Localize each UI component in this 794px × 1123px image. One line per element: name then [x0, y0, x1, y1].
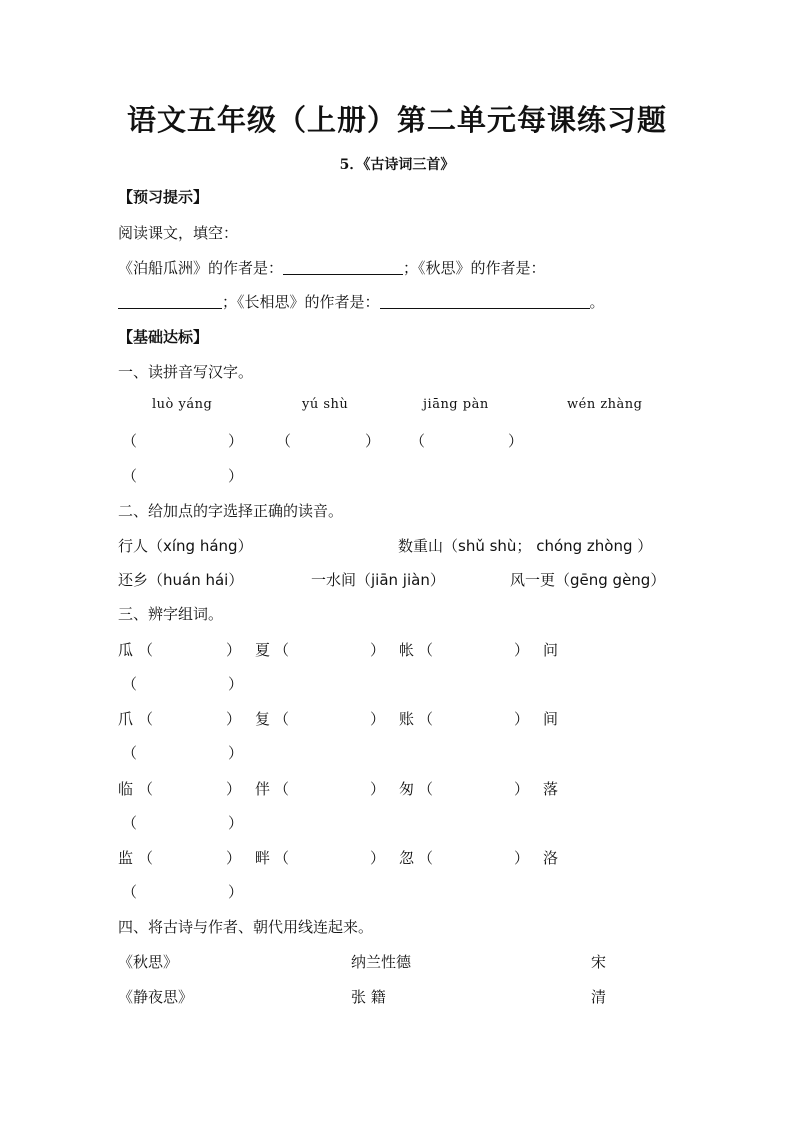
q1-paren-close-1: ） — [228, 432, 244, 450]
preview-line-2-end: 。 — [589, 293, 605, 311]
q3-paren-close-3-1: ） — [226, 780, 242, 798]
preview-line-1-label-a: 《泊船瓜洲》的作者是： — [118, 259, 284, 277]
q3-paren-close-4-3: ） — [514, 849, 530, 867]
q1-pinyin-1: luò yáng — [152, 397, 213, 412]
q3-paren-wrap-close-2: ） — [228, 744, 244, 762]
q3-paren-close-1-1: ） — [226, 641, 242, 659]
q3-paren-wrap-open-2: （ — [122, 744, 138, 762]
q4-dynasty-2: 清 — [591, 988, 607, 1006]
q1-paren-open-2: （ — [276, 432, 292, 450]
q3-paren-close-3-3: ） — [514, 780, 530, 798]
q3-paren-close-2-3: ） — [514, 710, 530, 728]
preview-line-1 — [118, 257, 546, 278]
q3-paren-open-4-3: （ — [418, 849, 434, 867]
q3-paren-close-2-1: ） — [226, 710, 242, 728]
q4-author-1: 纳兰性德 — [351, 953, 412, 971]
q1-paren-open-1: （ — [122, 432, 138, 450]
q3-paren-open-4-2: （ — [274, 849, 290, 867]
preview-line-1-label-b: ；《秋思》的作者是： — [403, 259, 546, 277]
q3-title: 三、辨字组词。 — [118, 605, 224, 623]
q3-char-4-3: 忽 — [399, 849, 415, 867]
q3-paren-open-3-1: （ — [138, 780, 154, 798]
q1-paren-close-3: ） — [508, 432, 524, 450]
q3-char-1-2: 夏 — [255, 641, 271, 659]
lesson-subtitle: 5．《古诗词三首》 — [339, 157, 455, 173]
q4-poem-1: 《秋思》 — [118, 953, 179, 971]
q2-item-3: 还乡（huán hái） — [118, 571, 244, 589]
answer-blank-bochuan-author[interactable] — [283, 260, 403, 275]
q2-item-2: 数重山（shǔ shù； chóng zhòng ） — [398, 537, 653, 555]
q3-char-2-3: 账 — [399, 710, 415, 728]
q2-item-4: 一水间（jiān jiàn） — [311, 571, 445, 589]
q3-char-3-2: 伴 — [255, 780, 271, 798]
preview-line-2-label: ；《长相思》的作者是： — [222, 293, 380, 311]
q1-paren-close-2: ） — [365, 432, 381, 450]
q3-char-1-3: 帐 — [399, 641, 415, 659]
q3-paren-close-4-2: ） — [370, 849, 386, 867]
q3-paren-wrap-open-3: （ — [122, 814, 138, 832]
page-title: 语文五年级（上册）第二单元每课练习题 — [126, 103, 667, 137]
q3-char-1-4: 问 — [543, 641, 559, 659]
q3-paren-open-1-2: （ — [274, 641, 290, 659]
q3-paren-close-3-2: ） — [370, 780, 386, 798]
q3-paren-close-2-2: ） — [370, 710, 386, 728]
q3-paren-open-1-1: （ — [138, 641, 154, 659]
answer-blank-qiusi-author[interactable] — [118, 294, 222, 309]
q3-paren-close-4-1: ） — [226, 849, 242, 867]
q3-paren-open-2-3: （ — [418, 710, 434, 728]
q3-paren-open-2-2: （ — [274, 710, 290, 728]
q4-poem-2: 《静夜思》 — [118, 988, 194, 1006]
q3-char-1-1: 瓜 — [118, 641, 134, 659]
q2-item-1: 行人（xíng háng） — [118, 537, 253, 555]
q3-char-4-4: 洛 — [543, 849, 559, 867]
q3-char-4-2: 畔 — [255, 849, 271, 867]
q3-paren-wrap-open-1: （ — [122, 675, 138, 693]
basic-heading: 【基础达标】 — [118, 328, 209, 346]
answer-blank-changxiangsi-author[interactable] — [380, 294, 590, 309]
q3-char-3-1: 临 — [118, 780, 134, 798]
q4-title: 四、将古诗与作者、朝代用线连起来。 — [118, 918, 374, 936]
preview-line-2 — [118, 291, 605, 312]
q3-char-2-4: 间 — [543, 710, 559, 728]
q4-dynasty-1: 宋 — [591, 953, 607, 971]
q1-paren-open-3: （ — [410, 432, 426, 450]
q3-paren-wrap-close-3: ） — [228, 814, 244, 832]
q3-paren-open-1-3: （ — [418, 641, 434, 659]
q3-paren-close-1-3: ） — [514, 641, 530, 659]
q3-paren-wrap-close-1: ） — [228, 675, 244, 693]
q2-item-5: 风一更（gēng gèng） — [510, 571, 666, 589]
q3-paren-close-1-2: ） — [370, 641, 386, 659]
q1-pinyin-3: jiāng pàn — [423, 397, 489, 412]
q2-title: 二、给加点的字选择正确的读音。 — [118, 502, 344, 520]
q1-pinyin-2: yú shù — [302, 397, 349, 412]
q1-pinyin-4: wén zhàng — [567, 397, 643, 412]
q3-paren-open-3-3: （ — [418, 780, 434, 798]
q3-char-3-4: 落 — [543, 780, 559, 798]
q3-char-4-1: 监 — [118, 849, 134, 867]
q3-char-3-3: 匆 — [399, 780, 415, 798]
q3-char-2-2: 复 — [255, 710, 271, 728]
q1-paren-open-4: （ — [122, 467, 138, 485]
q3-char-2-1: 爪 — [118, 710, 134, 728]
q3-paren-open-3-2: （ — [274, 780, 290, 798]
q3-paren-open-4-1: （ — [138, 849, 154, 867]
q3-paren-wrap-open-4: （ — [122, 883, 138, 901]
q4-author-2: 张 籍 — [351, 988, 386, 1006]
q1-paren-close-4: ） — [228, 467, 244, 485]
preview-heading: 【预习提示】 — [118, 188, 209, 206]
q3-paren-open-2-1: （ — [138, 710, 154, 728]
q3-paren-wrap-close-4: ） — [228, 883, 244, 901]
preview-instruction: 阅读课文，填空： — [118, 224, 239, 242]
q1-title: 一、读拼音写汉字。 — [118, 363, 254, 381]
